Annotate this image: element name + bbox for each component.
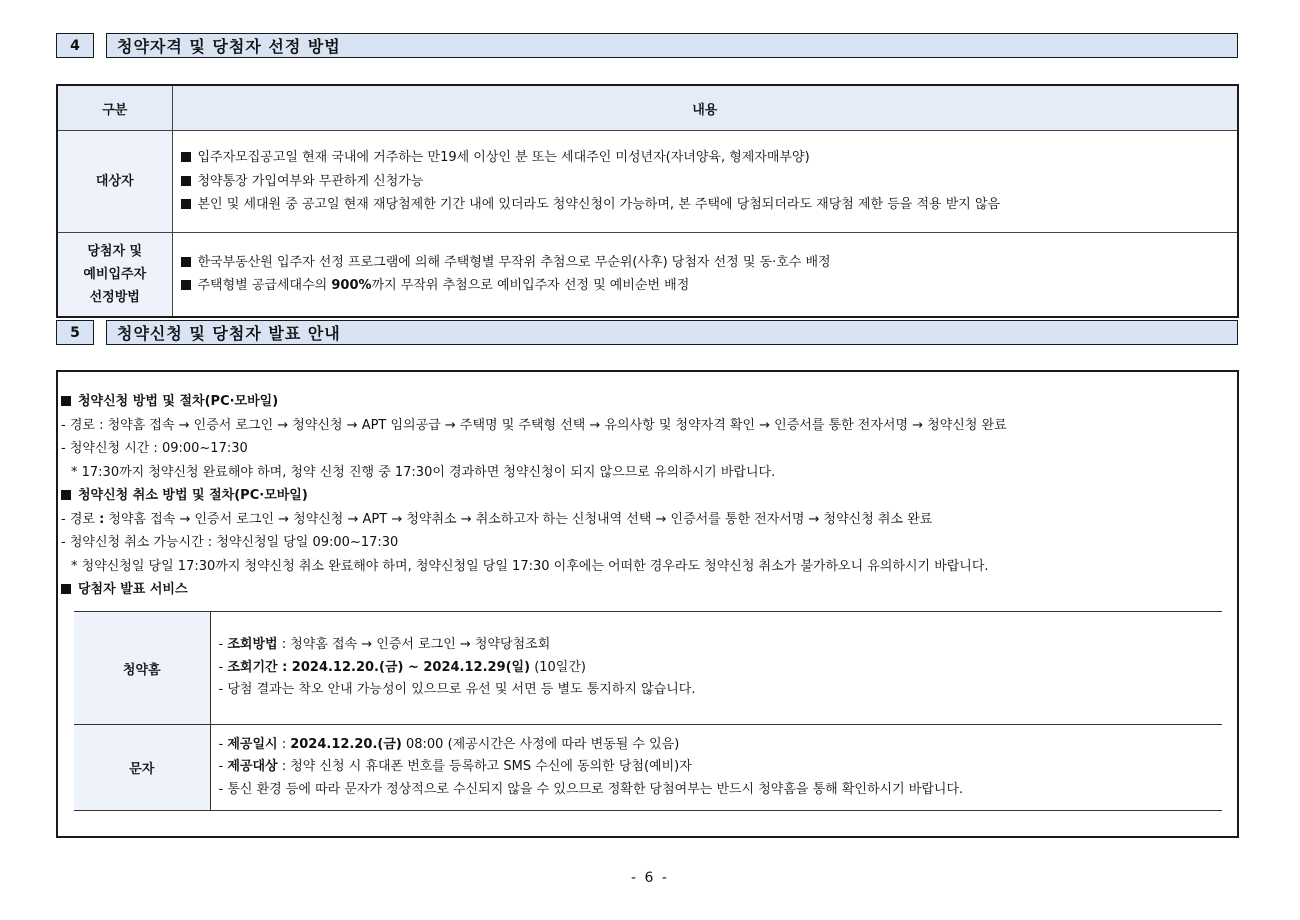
page-number: - 6 - <box>631 870 669 886</box>
application-info-box <box>56 370 1239 838</box>
row-label: 당첨자 및 예비입주자 선정방법 <box>57 233 172 317</box>
row-label: 대상자 <box>57 131 172 233</box>
subheading: 청약신청 취소 방법 및 절차(PC·모바일) <box>61 484 1231 508</box>
list-item: 주택형별 공급세대수의 900%까지 무작위 추첨으로 예비입주자 선정 및 예비순번 배정 <box>181 274 1230 298</box>
note-line: * 청약신청일 당일 17:30까지 청약신청 취소 완료해야 하며, 청약신청일 당일 17:30 이후에는 어떠한 경우라도 청약신청 취소가 불가하오니 유의하시기 바랍니다. <box>71 558 989 574</box>
section-title: 청약자격 및 당첨자 선정 방법 <box>106 33 1238 58</box>
text-line: - 청약신청 시간 : 09:00~17:30 <box>61 441 248 456</box>
subheading: 당첨자 발표 서비스 <box>61 578 1231 602</box>
square-bullet-icon <box>181 176 191 186</box>
text-line: - 청약신청 취소 가능시간 : 청약신청일 당일 09:00~17:30 <box>61 535 399 550</box>
list-item: 한국부동산원 입주자 선정 프로그램에 의해 주택형별 무작위 추첨으로 무순위(사후) 당첨자 선정 및 동·호수 배정 <box>181 251 1230 275</box>
text-line: - 경로 : 청약홈 접속 → 인증서 로그인 → 청약신청 → APT → 청약취소 → 취소하고자 하는 신청내역 선택 → 인증서를 통한 전자서명 → 청약신청 취소 완료 <box>61 511 933 527</box>
row-label: 청약홈 <box>74 612 210 725</box>
row-content <box>172 233 1238 317</box>
list-item: 청약통장 가입여부와 무관하게 신청가능 <box>181 170 1230 194</box>
section-5-header <box>56 320 1238 345</box>
section-title: 청약신청 및 당첨자 발표 안내 <box>106 320 1238 345</box>
text-line: - 경로 : 청약홈 접속 → 인증서 로그인 → 청약신청 → APT 임의공급 → 주택명 및 주택형 선택 → 유의사항 및 청약자격 확인 → 인증서를 통한 전자서명 → 청약신청 완료 <box>61 417 1007 433</box>
square-bullet-icon <box>181 257 191 267</box>
eligibility-table <box>56 84 1239 318</box>
subheading: 청약신청 방법 및 절차(PC·모바일) <box>61 390 1231 414</box>
row-content <box>172 131 1238 233</box>
square-bullet-icon <box>181 280 191 290</box>
section-number: 4 <box>56 33 94 58</box>
note-line: * 17:30까지 청약신청 완료해야 하며, 청약 신청 진행 중 17:30이 경과하면 청약신청이 되지 않으므로 유의하시기 바랍니다. <box>71 464 776 480</box>
announcement-table <box>74 611 1222 811</box>
row-content: - 제공일시 : 2024.12.20.(금) 08:00 (제공시간은 사정에 따라 변동될 수 있음) - 제공대상 : 청약 신청 시 휴대폰 번호를 등록하고 SMS 수신에 동의한 당첨(예비)자 - 통신 환경 등에 따라 문자가 정상적으로 수신되지 않을 수 있으므로 정확한 당첨여부는 반드시 청약홈을 통해 확인하시기 바랍니다. <box>210 725 1222 811</box>
section-4-header <box>56 33 1238 58</box>
square-bullet-icon <box>181 199 191 209</box>
list-item: 입주자모집공고일 현재 국내에 거주하는 만19세 이상인 분 또는 세대주인 미성년자(자녀양육, 형제자매부양) <box>181 146 1230 170</box>
row-content: - 조회방법 : 청약홈 접속 → 인증서 로그인 → 청약당첨조회 - 조회기간 : 2024.12.20.(금) ~ 2024.12.29(일) (10일간) - 당첨 결과는 착오 안내 가능성이 있으므로 유선 및 서면 등 별도 통지하지 않습니다. <box>210 612 1222 725</box>
column-header-content: 내용 <box>172 85 1238 131</box>
square-bullet-icon <box>181 152 191 162</box>
square-bullet-icon <box>61 396 71 406</box>
list-item: 본인 및 세대원 중 공고일 현재 재당첨제한 기간 내에 있더라도 청약신청이 가능하며, 본 주택에 당첨되더라도 재당첨 제한 등을 적용 받지 않음 <box>181 193 1230 217</box>
section-number: 5 <box>56 320 94 345</box>
square-bullet-icon <box>61 584 71 594</box>
row-label: 문자 <box>74 725 210 811</box>
square-bullet-icon <box>61 490 71 500</box>
column-header-category: 구분 <box>57 85 172 131</box>
